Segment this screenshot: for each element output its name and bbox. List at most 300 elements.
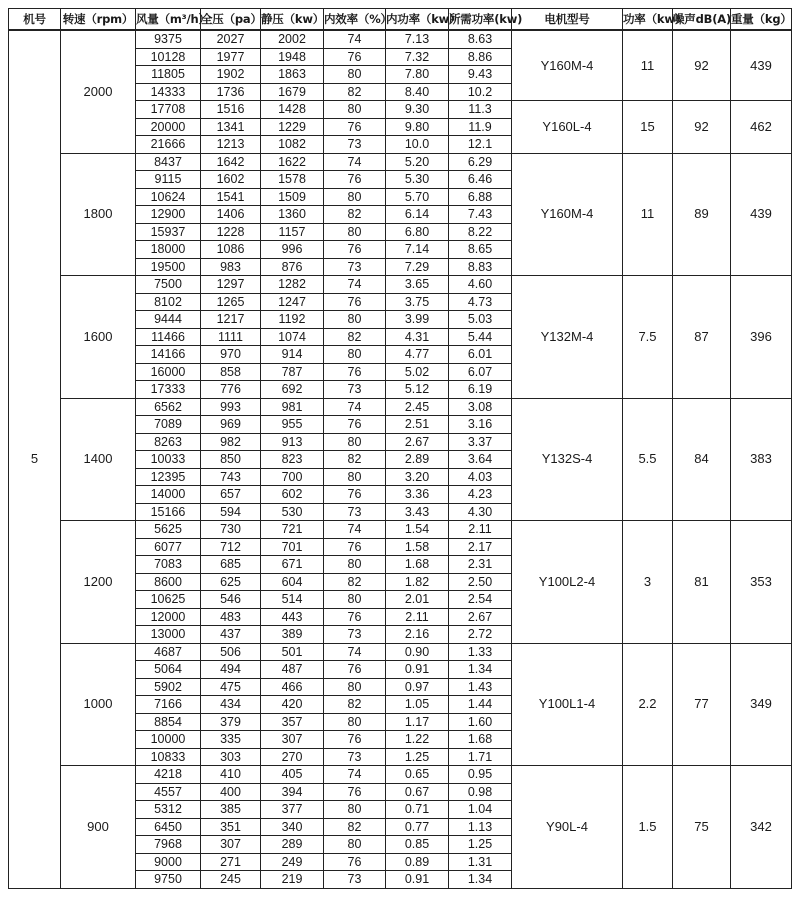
static-pressure-cell: 389 [261,626,324,644]
efficiency-cell: 76 [324,241,386,259]
total-pressure-cell: 1736 [201,83,261,101]
total-pressure-cell: 1111 [201,328,261,346]
table-row [9,521,792,539]
total-pressure-cell: 982 [201,433,261,451]
airflow-cell: 6077 [136,538,201,556]
airflow-cell: 10128 [136,48,201,66]
required-power-cell: 1.44 [449,696,512,714]
required-power-cell: 8.83 [449,258,512,276]
airflow-cell: 7166 [136,696,201,714]
static-pressure-cell: 377 [261,801,324,819]
airflow-cell: 8263 [136,433,201,451]
static-pressure-cell: 340 [261,818,324,836]
static-pressure-cell: 823 [261,451,324,469]
internal-power-cell: 0.67 [386,783,449,801]
static-pressure-cell: 270 [261,748,324,766]
required-power-cell: 8.63 [449,30,512,48]
required-power-cell: 1.60 [449,713,512,731]
required-power-cell: 8.65 [449,241,512,259]
static-pressure-cell: 1360 [261,206,324,224]
airflow-cell: 12900 [136,206,201,224]
total-pressure-cell: 743 [201,468,261,486]
noise-cell: 89 [673,153,731,276]
motor-power-cell: 3 [623,521,673,644]
required-power-cell: 1.34 [449,661,512,679]
speed-cell: 1000 [61,643,136,766]
required-power-cell: 1.25 [449,836,512,854]
required-power-cell: 10.2 [449,83,512,101]
total-pressure-cell: 1516 [201,101,261,119]
internal-power-cell: 5.20 [386,153,449,171]
total-pressure-cell: 730 [201,521,261,539]
static-pressure-cell: 1192 [261,311,324,329]
required-power-cell: 0.98 [449,783,512,801]
internal-power-cell: 0.89 [386,853,449,871]
efficiency-cell: 76 [324,118,386,136]
total-pressure-cell: 1217 [201,311,261,329]
static-pressure-cell: 981 [261,398,324,416]
static-pressure-cell: 913 [261,433,324,451]
airflow-cell: 7083 [136,556,201,574]
static-pressure-cell: 700 [261,468,324,486]
motor-model-cell: Y132M-4 [512,276,623,399]
total-pressure-cell: 1977 [201,48,261,66]
motor-model-cell: Y160M-4 [512,153,623,276]
total-pressure-cell: 2027 [201,30,261,48]
efficiency-cell: 76 [324,853,386,871]
total-pressure-cell: 475 [201,678,261,696]
required-power-cell: 5.03 [449,311,512,329]
internal-power-cell: 1.68 [386,556,449,574]
table-row [9,153,792,171]
efficiency-cell: 80 [324,188,386,206]
noise-cell: 75 [673,766,731,889]
total-pressure-cell: 969 [201,416,261,434]
airflow-cell: 5902 [136,678,201,696]
total-pressure-cell: 970 [201,346,261,364]
efficiency-cell: 74 [324,398,386,416]
motor-power-cell: 15 [623,101,673,154]
required-power-cell: 4.73 [449,293,512,311]
required-power-cell: 2.31 [449,556,512,574]
efficiency-cell: 80 [324,346,386,364]
motor-model-cell: Y132S-4 [512,398,623,521]
airflow-cell: 14333 [136,83,201,101]
internal-power-cell: 4.77 [386,346,449,364]
required-power-cell: 7.43 [449,206,512,224]
static-pressure-cell: 1679 [261,83,324,101]
total-pressure-cell: 271 [201,853,261,871]
static-pressure-cell: 219 [261,871,324,889]
airflow-cell: 9115 [136,171,201,189]
efficiency-cell: 80 [324,433,386,451]
efficiency-cell: 80 [324,836,386,854]
static-pressure-cell: 701 [261,538,324,556]
total-pressure-cell: 335 [201,731,261,749]
internal-power-cell: 3.43 [386,503,449,521]
efficiency-cell: 82 [324,696,386,714]
required-power-cell: 3.16 [449,416,512,434]
weight-cell: 383 [731,398,792,521]
airflow-cell: 8102 [136,293,201,311]
airflow-cell: 17708 [136,101,201,119]
speed-cell: 900 [61,766,136,889]
table-row [9,766,792,784]
motor-power-cell: 5.5 [623,398,673,521]
static-pressure-cell: 876 [261,258,324,276]
airflow-cell: 19500 [136,258,201,276]
static-pressure-cell: 996 [261,241,324,259]
airflow-cell: 11466 [136,328,201,346]
header-motor-model: 电机型号 [512,9,623,31]
required-power-cell: 2.67 [449,608,512,626]
internal-power-cell: 1.82 [386,573,449,591]
header-speed: 转速（rpm） [61,9,136,31]
static-pressure-cell: 443 [261,608,324,626]
noise-cell: 92 [673,30,731,101]
fan-performance-table [8,8,792,889]
efficiency-cell: 76 [324,731,386,749]
static-pressure-cell: 466 [261,678,324,696]
internal-power-cell: 2.01 [386,591,449,609]
total-pressure-cell: 307 [201,836,261,854]
motor-model-cell: Y160L-4 [512,101,623,154]
required-power-cell: 12.1 [449,136,512,154]
motor-power-cell: 11 [623,30,673,101]
total-pressure-cell: 1642 [201,153,261,171]
static-pressure-cell: 955 [261,416,324,434]
efficiency-cell: 76 [324,661,386,679]
efficiency-cell: 82 [324,83,386,101]
required-power-cell: 2.72 [449,626,512,644]
internal-power-cell: 2.67 [386,433,449,451]
weight-cell: 349 [731,643,792,766]
total-pressure-cell: 685 [201,556,261,574]
static-pressure-cell: 405 [261,766,324,784]
efficiency-cell: 80 [324,468,386,486]
efficiency-cell: 80 [324,591,386,609]
required-power-cell: 6.29 [449,153,512,171]
motor-model-cell: Y100L1-4 [512,643,623,766]
airflow-cell: 21666 [136,136,201,154]
airflow-cell: 4687 [136,643,201,661]
motor-power-cell: 7.5 [623,276,673,399]
internal-power-cell: 1.05 [386,696,449,714]
internal-power-cell: 4.31 [386,328,449,346]
total-pressure-cell: 594 [201,503,261,521]
airflow-cell: 5625 [136,521,201,539]
total-pressure-cell: 546 [201,591,261,609]
total-pressure-cell: 993 [201,398,261,416]
airflow-cell: 16000 [136,363,201,381]
static-pressure-cell: 1509 [261,188,324,206]
total-pressure-cell: 410 [201,766,261,784]
airflow-cell: 17333 [136,381,201,399]
efficiency-cell: 74 [324,153,386,171]
internal-power-cell: 7.29 [386,258,449,276]
total-pressure-cell: 1213 [201,136,261,154]
static-pressure-cell: 602 [261,486,324,504]
required-power-cell: 1.04 [449,801,512,819]
header-motor-power: 功率（kw） [623,9,673,31]
static-pressure-cell: 914 [261,346,324,364]
total-pressure-cell: 657 [201,486,261,504]
airflow-cell: 8437 [136,153,201,171]
efficiency-cell: 80 [324,223,386,241]
table-row [9,276,792,294]
required-power-cell: 1.68 [449,731,512,749]
weight-cell: 439 [731,30,792,101]
weight-cell: 439 [731,153,792,276]
required-power-cell: 2.11 [449,521,512,539]
motor-power-cell: 2.2 [623,643,673,766]
static-pressure-cell: 357 [261,713,324,731]
efficiency-cell: 76 [324,171,386,189]
efficiency-cell: 80 [324,101,386,119]
header-total-pressure: 全压（pa） [201,9,261,31]
internal-power-cell: 6.14 [386,206,449,224]
airflow-cell: 10833 [136,748,201,766]
header-weight: 重量（kg） [731,9,792,31]
efficiency-cell: 80 [324,801,386,819]
airflow-cell: 5312 [136,801,201,819]
total-pressure-cell: 776 [201,381,261,399]
static-pressure-cell: 1428 [261,101,324,119]
header-static-pressure: 静压（kw） [261,9,324,31]
internal-power-cell: 0.85 [386,836,449,854]
total-pressure-cell: 1406 [201,206,261,224]
required-power-cell: 1.31 [449,853,512,871]
total-pressure-cell: 437 [201,626,261,644]
required-power-cell: 1.71 [449,748,512,766]
efficiency-cell: 74 [324,766,386,784]
internal-power-cell: 2.51 [386,416,449,434]
internal-power-cell: 7.32 [386,48,449,66]
airflow-cell: 10033 [136,451,201,469]
required-power-cell: 4.30 [449,503,512,521]
required-power-cell: 4.23 [449,486,512,504]
airflow-cell: 10624 [136,188,201,206]
efficiency-cell: 76 [324,363,386,381]
total-pressure-cell: 303 [201,748,261,766]
total-pressure-cell: 400 [201,783,261,801]
header-noise: 噪声dB(A) [673,9,731,31]
table-row [9,398,792,416]
airflow-cell: 7089 [136,416,201,434]
efficiency-cell: 73 [324,381,386,399]
static-pressure-cell: 721 [261,521,324,539]
static-pressure-cell: 514 [261,591,324,609]
required-power-cell: 11.3 [449,101,512,119]
required-power-cell: 11.9 [449,118,512,136]
internal-power-cell: 0.71 [386,801,449,819]
static-pressure-cell: 1622 [261,153,324,171]
model-number-cell: 5 [9,30,61,888]
airflow-cell: 18000 [136,241,201,259]
airflow-cell: 12000 [136,608,201,626]
noise-cell: 92 [673,101,731,154]
noise-cell: 84 [673,398,731,521]
internal-power-cell: 3.75 [386,293,449,311]
efficiency-cell: 73 [324,136,386,154]
efficiency-cell: 82 [324,328,386,346]
static-pressure-cell: 1863 [261,66,324,84]
static-pressure-cell: 1247 [261,293,324,311]
internal-power-cell: 1.17 [386,713,449,731]
internal-power-cell: 1.25 [386,748,449,766]
static-pressure-cell: 1282 [261,276,324,294]
internal-power-cell: 3.99 [386,311,449,329]
total-pressure-cell: 850 [201,451,261,469]
static-pressure-cell: 604 [261,573,324,591]
internal-power-cell: 1.58 [386,538,449,556]
internal-power-cell: 10.0 [386,136,449,154]
efficiency-cell: 76 [324,538,386,556]
efficiency-cell: 82 [324,451,386,469]
static-pressure-cell: 420 [261,696,324,714]
airflow-cell: 6450 [136,818,201,836]
internal-power-cell: 5.30 [386,171,449,189]
internal-power-cell: 9.30 [386,101,449,119]
required-power-cell: 6.88 [449,188,512,206]
total-pressure-cell: 625 [201,573,261,591]
header-airflow: 风量（m³/h） [136,9,201,31]
header-required-power: 所需功率(kw) [449,9,512,31]
required-power-cell: 6.07 [449,363,512,381]
efficiency-cell: 76 [324,486,386,504]
internal-power-cell: 1.54 [386,521,449,539]
noise-cell: 81 [673,521,731,644]
required-power-cell: 3.64 [449,451,512,469]
efficiency-cell: 82 [324,573,386,591]
efficiency-cell: 80 [324,66,386,84]
internal-power-cell: 0.77 [386,818,449,836]
airflow-cell: 13000 [136,626,201,644]
static-pressure-cell: 307 [261,731,324,749]
internal-power-cell: 0.90 [386,643,449,661]
airflow-cell: 14166 [136,346,201,364]
internal-power-cell: 3.36 [386,486,449,504]
required-power-cell: 9.43 [449,66,512,84]
total-pressure-cell: 494 [201,661,261,679]
airflow-cell: 8854 [136,713,201,731]
efficiency-cell: 80 [324,311,386,329]
internal-power-cell: 5.12 [386,381,449,399]
total-pressure-cell: 1265 [201,293,261,311]
required-power-cell: 6.46 [449,171,512,189]
required-power-cell: 4.60 [449,276,512,294]
internal-power-cell: 8.40 [386,83,449,101]
static-pressure-cell: 2002 [261,30,324,48]
efficiency-cell: 82 [324,818,386,836]
noise-cell: 87 [673,276,731,399]
efficiency-cell: 73 [324,258,386,276]
total-pressure-cell: 983 [201,258,261,276]
total-pressure-cell: 1341 [201,118,261,136]
noise-cell: 77 [673,643,731,766]
required-power-cell: 3.08 [449,398,512,416]
internal-power-cell: 7.80 [386,66,449,84]
static-pressure-cell: 289 [261,836,324,854]
total-pressure-cell: 483 [201,608,261,626]
airflow-cell: 11805 [136,66,201,84]
motor-model-cell: Y160M-4 [512,30,623,101]
static-pressure-cell: 249 [261,853,324,871]
table-body [9,30,792,888]
total-pressure-cell: 712 [201,538,261,556]
efficiency-cell: 76 [324,48,386,66]
static-pressure-cell: 671 [261,556,324,574]
efficiency-cell: 80 [324,556,386,574]
internal-power-cell: 9.80 [386,118,449,136]
static-pressure-cell: 1948 [261,48,324,66]
required-power-cell: 1.43 [449,678,512,696]
motor-model-cell: Y100L2-4 [512,521,623,644]
header-row [9,9,792,31]
total-pressure-cell: 1902 [201,66,261,84]
required-power-cell: 6.01 [449,346,512,364]
weight-cell: 353 [731,521,792,644]
efficiency-cell: 74 [324,643,386,661]
efficiency-cell: 76 [324,783,386,801]
total-pressure-cell: 1297 [201,276,261,294]
header-efficiency: 内效率（%） [324,9,386,31]
table-row [9,30,792,48]
internal-power-cell: 0.91 [386,661,449,679]
internal-power-cell: 5.70 [386,188,449,206]
airflow-cell: 5064 [136,661,201,679]
static-pressure-cell: 487 [261,661,324,679]
weight-cell: 396 [731,276,792,399]
required-power-cell: 6.19 [449,381,512,399]
internal-power-cell: 7.13 [386,30,449,48]
internal-power-cell: 6.80 [386,223,449,241]
internal-power-cell: 1.22 [386,731,449,749]
internal-power-cell: 2.16 [386,626,449,644]
internal-power-cell: 2.89 [386,451,449,469]
required-power-cell: 2.17 [449,538,512,556]
static-pressure-cell: 787 [261,363,324,381]
airflow-cell: 15166 [136,503,201,521]
static-pressure-cell: 530 [261,503,324,521]
required-power-cell: 2.50 [449,573,512,591]
table-row [9,643,792,661]
efficiency-cell: 73 [324,871,386,889]
total-pressure-cell: 351 [201,818,261,836]
total-pressure-cell: 1228 [201,223,261,241]
efficiency-cell: 73 [324,748,386,766]
internal-power-cell: 3.65 [386,276,449,294]
required-power-cell: 3.37 [449,433,512,451]
total-pressure-cell: 385 [201,801,261,819]
internal-power-cell: 2.11 [386,608,449,626]
airflow-cell: 9750 [136,871,201,889]
airflow-cell: 6562 [136,398,201,416]
airflow-cell: 9444 [136,311,201,329]
speed-cell: 1600 [61,276,136,399]
airflow-cell: 20000 [136,118,201,136]
static-pressure-cell: 394 [261,783,324,801]
efficiency-cell: 73 [324,503,386,521]
internal-power-cell: 2.45 [386,398,449,416]
required-power-cell: 1.34 [449,871,512,889]
required-power-cell: 0.95 [449,766,512,784]
static-pressure-cell: 1229 [261,118,324,136]
required-power-cell: 8.22 [449,223,512,241]
efficiency-cell: 74 [324,521,386,539]
airflow-cell: 4218 [136,766,201,784]
total-pressure-cell: 1602 [201,171,261,189]
